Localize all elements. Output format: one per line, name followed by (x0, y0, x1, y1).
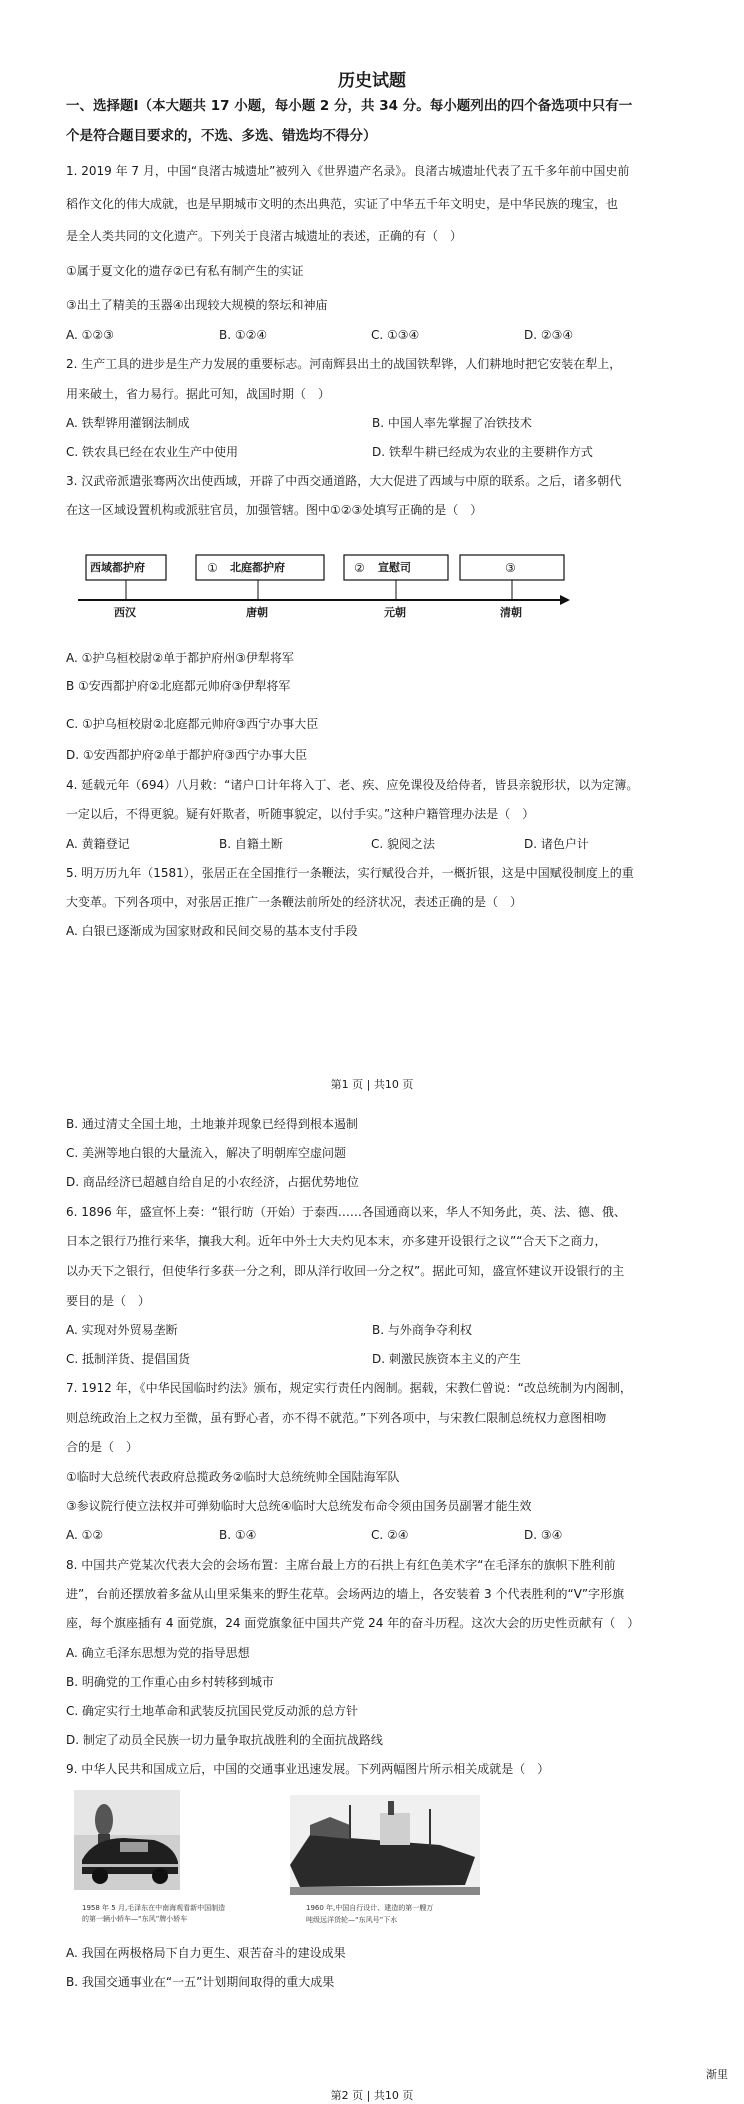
ship-caption-line2: 吨级远洋货轮—“东风号”下水 (306, 1916, 398, 1924)
q7-statement-2: ③参议院行使立法权并可弹劾临时大总统④临时大总统发布命令须由国务员副署才能生效 (66, 1499, 532, 1513)
q9-option-b: B. 我国交通事业在“一五”计划期间取得的重大成果 (66, 1975, 335, 1989)
q6-option-c: C. 抵制洋货、提倡国货 (66, 1352, 191, 1366)
corner-watermark: 渐里 (706, 2068, 728, 2081)
box-yuan-label: 宣慰司 (378, 561, 411, 574)
q4-stem-line2: 一定以后，不得更貌。疑有奸欺者，听随事貌定，以付手实。”这种户籍管理办法是（ ） (66, 807, 535, 821)
q1-option-b: B. ①②④ (219, 328, 268, 342)
q3-stem-line1: 3. 汉武帝派遣张骞两次出使西域，开辟了中西交通道路，大大促进了西域与中原的联系。之后，诸多朝代 (66, 474, 622, 488)
page-title: 历史试题 (338, 71, 406, 91)
q7-stem-line2: 则总统政治上之权力至微，虽有野心者，亦不得不就范。”下列各项中，与宋教仁限制总统权力意图相吻 (66, 1411, 607, 1425)
dynasty-tang: 唐朝 (246, 606, 268, 619)
car-caption-line2: 的第一辆小轿车—“东风”牌小轿车 (82, 1915, 188, 1923)
q3-option-c: C. ①护乌桓校尉②北庭都元帅府③西宁办事大臣 (66, 717, 319, 731)
q5-option-c: C. 美洲等地白银的大量流入，解决了明朝库空虚问题 (66, 1146, 347, 1160)
q5-option-d: D. 商品经济已超越自给自足的小农经济，占据优势地位 (66, 1175, 359, 1189)
ship-photo (290, 1795, 480, 1895)
q1-statement-1: ①属于夏文化的遗存②已有私有制产生的实证 (66, 264, 304, 278)
q4-option-a: A. 黄籍登记 (66, 837, 130, 851)
car-caption-line1: 1958 年 5 月,毛泽东在中南海观看新中国制造 (82, 1904, 226, 1912)
ship-photo-drawing (290, 1795, 480, 1895)
q1-statement-2: ③出土了精美的玉器④出现较大规模的祭坛和神庙 (66, 298, 328, 312)
q3-timeline-diagram (70, 545, 570, 625)
box-tang-label: 北庭都护府 (230, 561, 285, 574)
q1-stem-line1: 1. 2019 年 7 月，中国“良渚古城遗址”被列入《世界遗产名录》。良渚古城遗址代表了五千多年前中国史前 (66, 164, 630, 178)
q3-stem-line2: 在这一区域设置机构或派驻官员，加强管辖。图中①②③处填写正确的是（ ） (66, 503, 483, 517)
q2-option-a: A. 铁犁铧用灌钢法制成 (66, 416, 190, 430)
section-heading-line2: 个是符合题目要求的，不选、多选、错选均不得分） (66, 128, 377, 144)
q7-stem-line1: 7. 1912 年，《中华民国临时约法》颁布，规定实行责任内阁制。据载，宋教仁曾说：“改总统制为内阁制， (66, 1381, 632, 1395)
q2-option-b: B. 中国人率先掌握了冶铁技术 (372, 416, 532, 430)
q2-stem-line2: 用来破土，省力易行。据此可知，战国时期（ ） (66, 387, 331, 401)
q7-statement-1: ①临时大总统代表政府总揽政务②临时大总统统帅全国陆海军队 (66, 1470, 400, 1484)
q2-option-c: C. 铁农具已经在农业生产中使用 (66, 445, 239, 459)
q1-option-c: C. ①③④ (371, 328, 420, 342)
q1-option-a: A. ①②③ (66, 328, 114, 342)
dynasty-yuan: 元朝 (384, 606, 406, 619)
section-heading-line1: 一、选择题Ⅰ（本大题共 17 小题，每小题 2 分，共 34 分。每小题列出的四个备选项中只有一 (66, 98, 633, 114)
q9-stem: 9. 中华人民共和国成立后，中国的交通事业迅速发展。下列两幅图片所示相关成就是（ ） (66, 1762, 550, 1776)
q7-option-b: B. ①④ (219, 1528, 257, 1542)
box-tang-number: ① (207, 561, 218, 575)
q6-stem-line2: 日本之银行乃推行来华，攘我大利。近年中外士大夫灼见本末，亦多建开设银行之议”“合天下之商力， (66, 1234, 607, 1248)
q7-option-a: A. ①② (66, 1528, 104, 1542)
q7-option-d: D. ③④ (524, 1528, 563, 1542)
car-photo-drawing (74, 1790, 180, 1890)
q4-option-b: B. 自籍土断 (219, 837, 283, 851)
q8-stem-line1: 8. 中国共产党某次代表大会的会场布置：主席台最上方的石拱上有红色美术字“在毛泽东的旗帜下胜利前 (66, 1558, 616, 1572)
page-footer-1: 第1 页 | 共10 页 (330, 1078, 414, 1091)
q3-option-a: A. ①护乌桓校尉②单于都护府州③伊犁将军 (66, 651, 294, 665)
q6-stem-line3: 以办天下之银行，但使华行多获一分之利，即从洋行收回一分之权”。据此可知，盛宣怀建议开设银行的主 (66, 1264, 625, 1278)
q6-stem-line1: 6. 1896 年，盛宣怀上奏：“银行昉（开始）于泰西……各国通商以来，华人不知务此，英、法、德、俄、 (66, 1205, 626, 1219)
q3-option-d: D. ①安西都护府②单于都护府③西宁办事大臣 (66, 748, 308, 762)
q8-option-a: A. 确立毛泽东思想为党的指导思想 (66, 1646, 250, 1660)
q3-option-b: B ①安西都护府②北庭都元帅府③伊犁将军 (66, 679, 291, 693)
q1-stem-line3: 是全人类共同的文化遗产。下列关于良渚古城遗址的表述，正确的有（ ） (66, 229, 463, 243)
box-yuan-number: ② (354, 561, 365, 575)
ship-caption-line1: 1960 年,中国自行设计、建造的第一艘万 (306, 1904, 434, 1912)
car-photo (74, 1790, 180, 1890)
q4-option-d: D. 诸色户计 (524, 837, 589, 851)
q8-stem-line3: 座，每个旗座插有 4 面党旗，24 面党旗象征中国共产党 24 年的奋斗历程。这次大会的历史性贡献有（ ） (66, 1616, 640, 1630)
box-qing-number: ③ (505, 561, 516, 575)
dynasty-xihan: 西汉 (114, 606, 136, 619)
page-footer-2: 第2 页 | 共10 页 (330, 2089, 414, 2102)
q8-option-c: C. 确定实行土地革命和武装反抗国民党反动派的总方针 (66, 1704, 359, 1718)
q1-stem-line2: 稻作文化的伟大成就，也是早期城市文明的杰出典范，实证了中华五千年文明史，是中华民族的瑰宝，也 (66, 197, 619, 211)
q5-stem-line2: 大变革。下列各项中，对张居正推广一条鞭法前所处的经济状况，表述正确的是（ ） (66, 895, 523, 909)
q4-option-c: C. 貌阅之法 (371, 837, 436, 851)
q6-option-b: B. 与外商争夺利权 (372, 1323, 472, 1337)
q2-stem-line1: 2. 生产工具的进步是生产力发展的重要标志。河南辉县出土的战国铁犁铧，人们耕地时把它安装在犁上， (66, 357, 622, 371)
q9-option-a: A. 我国在两极格局下自力更生、艰苦奋斗的建设成果 (66, 1946, 346, 1960)
q7-stem-line3: 合的是（ ） (66, 1440, 139, 1454)
q2-option-d: D. 铁犁牛耕已经成为农业的主要耕作方式 (372, 445, 593, 459)
q5-stem-line1: 5. 明万历九年（1581），张居正在全国推行一条鞭法，实行赋役合并，一概折银，这是中国赋役制度上的重 (66, 866, 634, 880)
q6-stem-line4: 要目的是（ ） (66, 1294, 151, 1308)
q8-option-b: B. 明确党的工作重心由乡村转移到城市 (66, 1675, 274, 1689)
q5-option-a: A. 白银已逐渐成为国家财政和民间交易的基本支付手段 (66, 924, 358, 938)
q8-option-d: D. 制定了动员全民族一切力量争取抗战胜利的全面抗战路线 (66, 1733, 383, 1747)
timeline-arrow-icon (560, 595, 570, 605)
q6-option-d: D. 刺激民族资本主义的产生 (372, 1352, 521, 1366)
q7-option-c: C. ②④ (371, 1528, 409, 1542)
q4-stem-line1: 4. 延载元年（694）八月敕：“诸户口计年将入丁、老、疾、应免课役及给侍者，皆县亲貌形状，以为定簿。 (66, 778, 639, 792)
box-xiyu-label: 西域都护府 (90, 561, 145, 574)
q1-option-d: D. ②③④ (524, 328, 574, 342)
q8-stem-line2: 进”，台前还摆放着多盆从山里采集来的野生花草。会场两边的墙上，各安装着 3 个代表胜利的“V”字形旗 (66, 1587, 625, 1601)
q6-option-a: A. 实现对外贸易垄断 (66, 1323, 178, 1337)
dynasty-qing: 清朝 (500, 606, 522, 619)
q5-option-b: B. 通过清丈全国土地，土地兼并现象已经得到根本遏制 (66, 1117, 358, 1131)
